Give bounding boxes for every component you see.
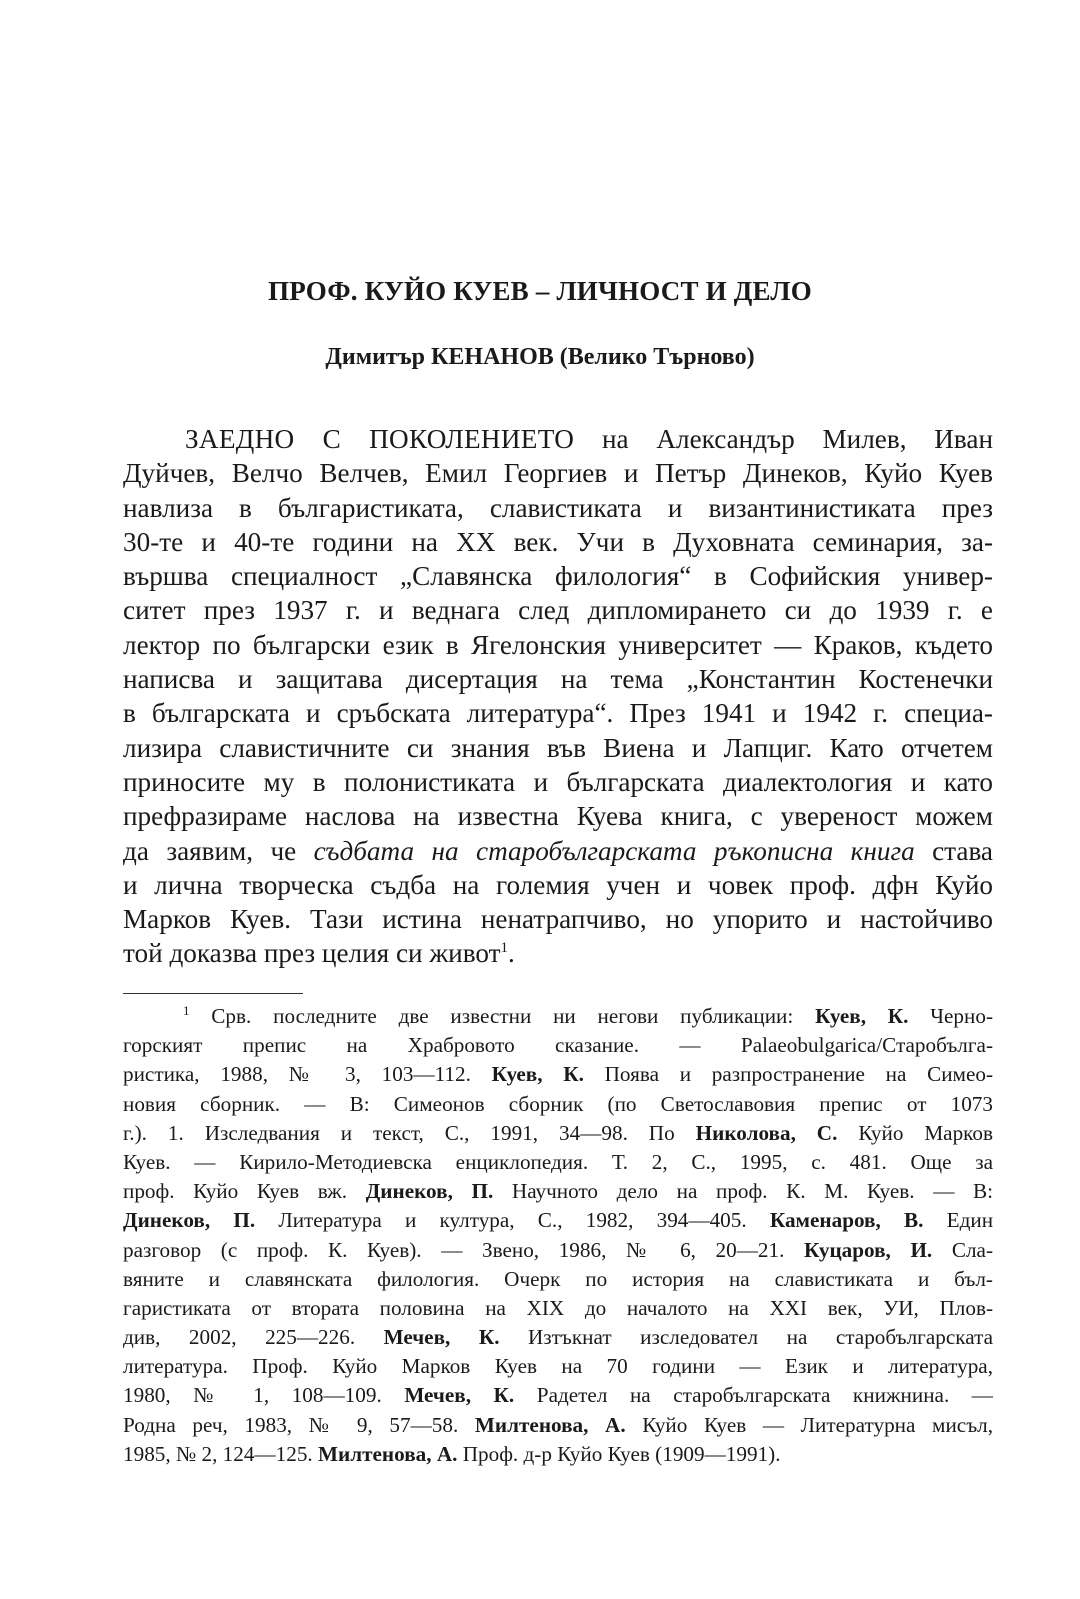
- footnote-text: Проф. д-р Куйо Куев (1909—1991).: [462, 1441, 781, 1466]
- footnote-separator: [123, 993, 303, 994]
- body-line: ситет през 1937 г. и веднага след дипломирането си до 1939 г. е: [123, 595, 993, 626]
- footnote-line: [123, 1323, 993, 1352]
- footnote-reference: 1: [500, 940, 508, 957]
- body-line: Марков Куев. Тази истина ненатрапчиво, но упорито и настойчиво: [123, 904, 993, 935]
- body-paragraph: [123, 422, 993, 971]
- footnote-text: Литература и култура, С., 1982, 394—405.: [278, 1208, 747, 1233]
- italic-book-title: съдбата на старобългарската ръкописна книга: [313, 835, 915, 866]
- footnote-line: литература. Проф. Куйо Марков Куев на 70 години — Език и литература,: [123, 1354, 993, 1379]
- body-line: Дуйчев, Велчо Велчев, Емил Георгиев и Петър Динеков, Куйо Куев: [123, 458, 993, 489]
- footnote-line: гаристиката от втората половина на XIX до началото на XXI век, УИ, Плов-: [123, 1295, 993, 1320]
- body-line: и лична творческа съдба на големия учен и човек проф. дфн Куйо: [123, 869, 993, 900]
- footnote-line: Куев. — Кирило-Методиевска енциклопедия. Т. 2, С., 1995, с. 481. Още за: [123, 1149, 993, 1174]
- body-line: лектор по български език в Ягелонския университет — Краков, където: [123, 629, 993, 660]
- body-line: вършва специалност „Славянска филология“ в Софийския универ-: [123, 561, 993, 592]
- footnote-text: Срв. последните две известни ни негови публикации:: [211, 1004, 794, 1028]
- footnote-text: Куйо Куев — Литературна мисъл,: [642, 1412, 994, 1437]
- footnote-author: Мечев, К.: [404, 1383, 515, 1408]
- body-line: префразираме наслова на известна Куева книга, с увереност можем: [123, 801, 993, 832]
- footnote-line: вяните и славянската филология. Очерк по история на славистиката и бъл-: [123, 1266, 993, 1291]
- footnote-text: Радетел на старобългарската книжнина. —: [536, 1383, 993, 1408]
- footnote-author: Куцаров, И.: [804, 1237, 933, 1262]
- body-line: в българската и сръбската литература“. През 1941 и 1942 г. специа-: [123, 698, 993, 729]
- footnote-text: Родна реч, 1983, № 9, 57—58.: [123, 1412, 459, 1437]
- article-author: Димитър КЕНАНОВ (Велико Търново): [325, 344, 755, 370]
- footnote-text: див, 2002, 225—226.: [123, 1325, 356, 1350]
- footnote-line: [123, 1440, 993, 1469]
- body-text-span: .: [507, 938, 515, 969]
- footnote: [123, 1002, 993, 1469]
- footnote-line: новия сборник. — В: Симеонов сборник (по Светославовия препис от 1073: [123, 1091, 993, 1116]
- footnote-text: Научното дело на проф. К. М. Куев. — В:: [511, 1179, 994, 1204]
- footnote-number: 1: [183, 1002, 190, 1018]
- footnote-line: [123, 1236, 993, 1265]
- body-line: приносите му в полонистиката и българската диалектология и като: [123, 766, 993, 797]
- footnote-author: Мечев, К.: [383, 1325, 500, 1350]
- footnote-line: [123, 1411, 993, 1440]
- footnote-author: Куев, К.: [491, 1062, 584, 1087]
- article-title: ПРОФ. КУЙО КУЕВ – ЛИЧНОСТ И ДЕЛО: [268, 276, 812, 306]
- footnote-text: Поява и разпространение на Симео-: [604, 1062, 994, 1087]
- body-line: [123, 422, 993, 456]
- body-line: [123, 936, 993, 970]
- footnote-text: Куйо Марков: [858, 1120, 993, 1145]
- footnote-author: Николова, С.: [695, 1120, 838, 1145]
- footnote-author: Динеков, П.: [123, 1208, 256, 1233]
- footnote-line: [123, 1060, 993, 1089]
- lead-in-caps: ЗАЕДНО С ПОКОЛЕНИЕТО: [185, 424, 575, 454]
- footnote-author: Динеков, П.: [365, 1179, 494, 1204]
- body-text-span: на Александър Милев, Иван: [602, 424, 994, 454]
- footnote-line: горският препис на Храбровото сказание. — Palaeobulgarica/Старобълга-: [123, 1033, 993, 1058]
- body-line: [123, 834, 993, 868]
- footnote-text: ристика, 1988, № 3, 103—112.: [123, 1062, 471, 1087]
- footnote-text: Един: [946, 1208, 994, 1233]
- body-line: написва и защитава дисертация на тема „Константин Костенечки: [123, 664, 993, 695]
- footnote-text: г.). 1. Изследвания и текст, С., 1991, 34—98. По: [123, 1120, 675, 1145]
- body-text-span: да заявим, че: [123, 835, 297, 866]
- footnote-text: Сла-: [951, 1237, 994, 1262]
- footnote-text: Черно-: [930, 1004, 994, 1028]
- footnote-text: проф. Куйо Куев вж.: [123, 1179, 348, 1204]
- footnote-author: Куев, К.: [815, 1004, 909, 1028]
- body-text-span: той доказва през целия си живот: [123, 938, 501, 969]
- footnote-text: разговор (с проф. К. Куев). — Звено, 1986, № 6, 20—21.: [123, 1237, 785, 1262]
- footnote-line: [123, 1206, 993, 1235]
- footnote-author: Каменаров, В.: [769, 1208, 924, 1233]
- footnote-text: 1980, № 1, 108—109.: [123, 1383, 382, 1408]
- footnote-text: Изтъкнат изследовател на старобългарската: [528, 1325, 994, 1350]
- footnote-author: Милтенова, А.: [474, 1412, 626, 1437]
- footnote-line: [123, 1177, 993, 1206]
- footnote-line: [123, 1002, 993, 1031]
- body-line: лизира славистичните си знания във Виена и Лапциг. Като отчетем: [123, 732, 993, 763]
- body-line: 30-те и 40-те години на ХХ век. Учи в Духовната семинария, за-: [123, 526, 993, 557]
- body-line: навлиза в българистиката, славистиката и византинистиката през: [123, 492, 993, 523]
- footnote-line: [123, 1381, 993, 1410]
- footnote-author: Милтенова, А.: [318, 1441, 458, 1466]
- footnote-line: [123, 1119, 993, 1148]
- footnote-text: 1985, № 2, 124—125.: [123, 1441, 313, 1466]
- body-text-span: става: [932, 835, 994, 866]
